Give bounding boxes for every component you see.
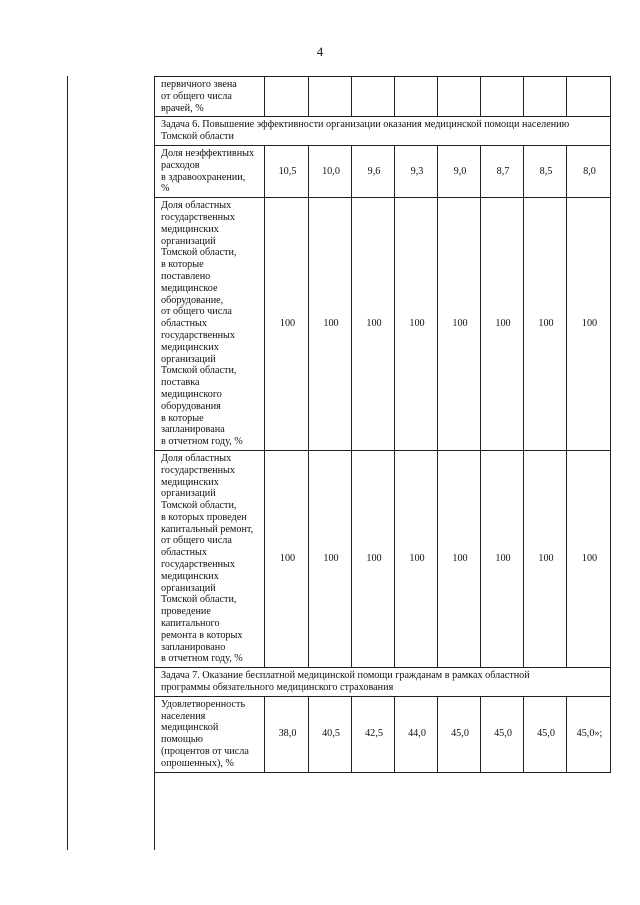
- indicator-label-line: в отчетном году, %: [161, 653, 243, 665]
- indicator-label-line: Томской области,: [161, 247, 237, 259]
- indicator-label-line: оборудование,: [161, 294, 224, 306]
- indicator-value: 44,0: [395, 696, 438, 772]
- indicator-label-line: государственных: [161, 211, 235, 223]
- indicator-label-line: расходов: [161, 159, 200, 171]
- indicator-value: 100: [524, 198, 567, 451]
- indicator-label-line: запланирована: [161, 424, 225, 436]
- indicator-label-line: от общего числа: [161, 90, 232, 102]
- indicator-value: 8,0: [567, 145, 611, 197]
- indicator-label-line: Доля областных: [161, 452, 232, 464]
- page-number: 4: [316, 44, 324, 59]
- indicator-value: 100: [481, 198, 524, 451]
- indicator-value: 100: [395, 198, 438, 451]
- indicator-value: 38,0: [265, 696, 309, 772]
- indicator-label-line: областных: [161, 547, 207, 559]
- indicator-label-line: Удовлетворенность: [161, 698, 246, 710]
- indicator-value: 10,0: [309, 145, 352, 197]
- indicator-label-line: медицинских: [161, 341, 219, 353]
- indicator-value: 100: [438, 450, 481, 667]
- task-heading-line: Задача 6. Повышение эффективности организации оказания медицинской помощи населению: [161, 119, 570, 131]
- indicator-label-line: первичного звена: [161, 79, 237, 90]
- indicator-label: [155, 145, 265, 197]
- table-body: [155, 77, 611, 773]
- indicator-value: 9,0: [438, 145, 481, 197]
- task-heading-row: [155, 117, 611, 146]
- indicator-label-line: Томской области,: [161, 365, 237, 377]
- indicator-label-line: проведение: [161, 606, 211, 618]
- indicator-label-line: Доля неэффективных: [161, 147, 255, 159]
- indicator-value: 100: [438, 198, 481, 451]
- indicator-value: [567, 77, 611, 117]
- task-heading-row: [155, 668, 611, 697]
- task-heading-line: Томской области: [161, 131, 234, 143]
- indicator-value: 40,5: [309, 696, 352, 772]
- indicator-label-line: от общего числа: [161, 306, 232, 318]
- indicator-label-line: (процентов от числа: [161, 746, 249, 758]
- indicator-value: 10,5: [265, 145, 309, 197]
- indicator-value: 42,5: [352, 696, 395, 772]
- task-heading: [155, 117, 611, 146]
- indicator-label-line: медицинских: [161, 570, 219, 582]
- indicator-label-line: населения: [161, 710, 206, 722]
- indicator-value: 100: [352, 450, 395, 667]
- indicator-value: 100: [395, 450, 438, 667]
- indicator-label-line: организаций: [161, 353, 216, 365]
- indicator-value: [524, 77, 567, 117]
- indicator-label-line: капитального: [161, 618, 220, 630]
- indicator-label-line: ремонта в которых: [161, 629, 243, 641]
- indicator-value: [481, 77, 524, 117]
- indicator-label-line: медицинских: [161, 223, 219, 235]
- table-left-border-line: [67, 76, 68, 850]
- indicator-label-line: в которых проведен: [161, 511, 247, 523]
- indicator-value: [438, 77, 481, 117]
- indicator-label-line: в отчетном году, %: [161, 436, 243, 448]
- indicator-label-line: медицинской: [161, 722, 219, 734]
- indicator-label-line: государственных: [161, 464, 235, 476]
- indicator-label-line: Томской области,: [161, 500, 237, 512]
- indicators-table: [154, 76, 611, 773]
- indicator-value: 100: [265, 450, 309, 667]
- indicator-value: 100: [352, 198, 395, 451]
- indicator-label-line: от общего числа: [161, 535, 232, 547]
- indicator-value: 9,6: [352, 145, 395, 197]
- task-heading: [155, 668, 611, 697]
- indicator-label-line: капитальный ремонт,: [161, 523, 254, 535]
- indicator-label-line: Томской области,: [161, 594, 237, 606]
- indicator-label-line: областных: [161, 318, 207, 330]
- indicator-label-line: врачей, %: [161, 102, 204, 114]
- task-heading-line: программы обязательного медицинского страхования: [161, 682, 394, 694]
- indicator-label-line: помощью: [161, 734, 203, 746]
- indicator-value: [309, 77, 352, 117]
- indicator-value: 100: [265, 198, 309, 451]
- indicator-value: [395, 77, 438, 117]
- indicator-label-line: запланировано: [161, 641, 226, 653]
- indicator-label-line: медицинского: [161, 388, 222, 400]
- indicator-value: 9,3: [395, 145, 438, 197]
- indicator-label-line: %: [161, 183, 170, 195]
- indicator-value: [265, 77, 309, 117]
- indicator-label-line: государственных: [161, 559, 235, 571]
- indicator-row: [155, 77, 611, 117]
- indicator-label-line: в которые: [161, 412, 204, 424]
- indicator-value: [352, 77, 395, 117]
- indicator-label-line: медицинское: [161, 282, 218, 294]
- task-heading-line: Задача 7. Оказание бесплатной медицинской помощи гражданам в рамках областной: [161, 670, 530, 682]
- indicator-label-line: Доля областных: [161, 200, 232, 212]
- indicator-row: [155, 450, 611, 667]
- indicator-label: [155, 198, 265, 451]
- indicator-row: [155, 145, 611, 197]
- indicator-label: [155, 696, 265, 772]
- indicator-label-line: опрошенных), %: [161, 757, 234, 769]
- indicator-value: 100: [309, 198, 352, 451]
- indicator-value: 100: [309, 450, 352, 667]
- indicator-row: [155, 198, 611, 451]
- indicator-value: 45,0: [438, 696, 481, 772]
- indicator-value: 100: [524, 450, 567, 667]
- indicator-row: [155, 696, 611, 772]
- indicator-value: 45,0: [524, 696, 567, 772]
- indicator-value: 45,0: [481, 696, 524, 772]
- indicator-label-line: в здравоохранении,: [161, 171, 246, 183]
- indicator-value: 45,0»;: [567, 696, 611, 772]
- indicator-value: 100: [481, 450, 524, 667]
- indicator-value: 8,5: [524, 145, 567, 197]
- indicator-label-line: медицинских: [161, 476, 219, 488]
- indicator-value: 8,7: [481, 145, 524, 197]
- indicator-label-line: оборудования: [161, 400, 221, 412]
- indicator-label-line: организаций: [161, 235, 216, 247]
- indicator-label-line: поставлено: [161, 270, 211, 282]
- indicator-label: [155, 77, 265, 117]
- indicator-value: 100: [567, 198, 611, 451]
- indicator-value: 100: [567, 450, 611, 667]
- indicator-label-line: организаций: [161, 582, 216, 594]
- indicator-label-line: организаций: [161, 488, 216, 500]
- indicator-label: [155, 450, 265, 667]
- indicator-label-line: государственных: [161, 329, 235, 341]
- indicator-label-line: поставка: [161, 377, 200, 389]
- indicator-label-line: в которые: [161, 259, 204, 271]
